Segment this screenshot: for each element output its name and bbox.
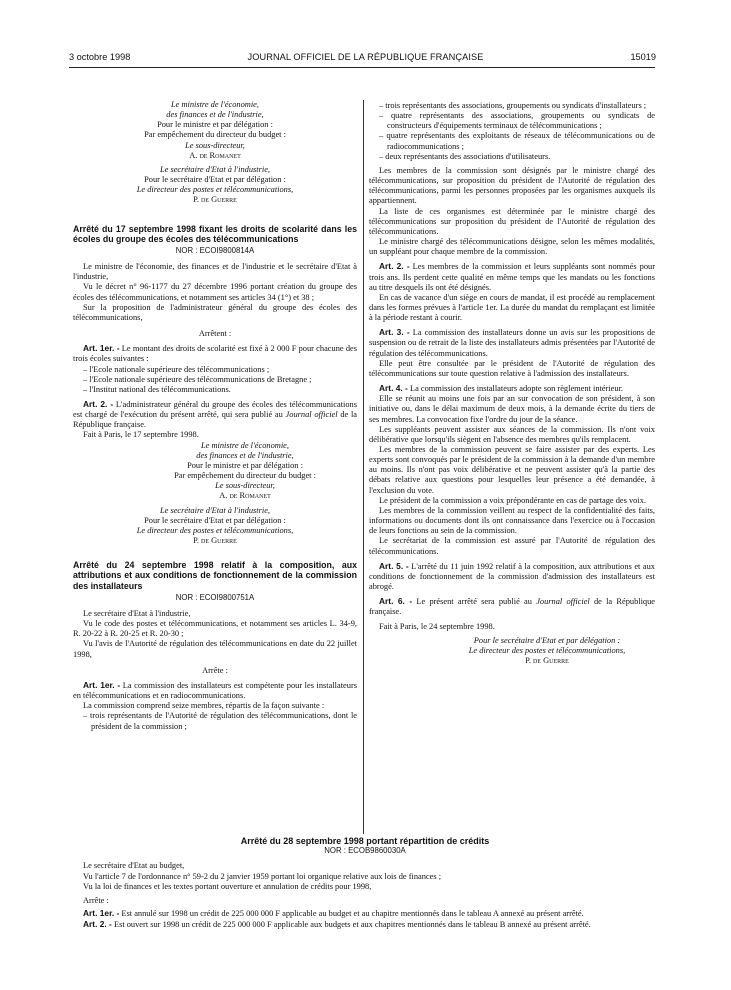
- paragraph: Les membres de la commission peuvent se faire assister par des experts. Les experts sont convoqués par le président de la commission à la demande d'un membre au moins. Ils n'ont pas voix délibérative et ne peuvent assister qu'à la partie des débats relative aux questions pour lesquelles leur présence a été demandée, à l'exclusion du vote.: [369, 445, 655, 495]
- paragraph: Vu le code des postes et télécommunications, et notamment ses articles L. 34-9, R. 20-22 à R. 20-25 et R. 20-30 ;: [73, 619, 357, 639]
- article-6: [369, 596, 655, 617]
- article-text: Le présent arrêté sera publié au: [412, 597, 537, 607]
- paragraph: En cas de vacance d'un siège en cours de mandat, il est procédé au remplacement dans les formes prévues à l'article 1er. La durée du mandat du remplaçant est limitée à la période restant à courir.: [369, 292, 655, 323]
- paragraph: La commission comprend seize membres, répartis de la façon suivante :: [83, 701, 325, 711]
- page-number: 15019: [630, 52, 656, 62]
- sig-line: Par empêchement du directeur du budget :: [144, 130, 286, 140]
- sig-line: Le sous-directeur,: [185, 140, 245, 150]
- article-text: de la République française.: [369, 597, 655, 617]
- list-item: – l'Institut national des télécommunications.: [83, 384, 231, 394]
- signature-block-2: [73, 165, 357, 206]
- paragraph: Vu le décret n° 96-1177 du 27 décembre 1996 portant création du groupe des écoles des télécommunications, et notamment ses articles 34 (1°) et 38 ;: [73, 282, 357, 302]
- signature-block-3: [73, 441, 357, 502]
- running-header: [0, 52, 731, 68]
- list-item: – trois représentants de l'Autorité de régulation des télécommunications, dont le président de la commission ;: [83, 711, 357, 731]
- signature-block-1: [73, 100, 357, 161]
- list-item: – l'Ecole nationale supérieure des télécommunications ;: [83, 364, 270, 374]
- article-4: [369, 383, 655, 394]
- article-label: Art. 1er. -: [83, 908, 120, 919]
- paragraph: Le secrétaire d'Etat à l'industrie,: [83, 608, 191, 618]
- done-at: Fait à Paris, le 24 septembre 1998.: [379, 621, 495, 631]
- article-label: Art. 4. -: [379, 383, 408, 394]
- header-date: 3 octobre 1998: [69, 52, 131, 62]
- column-divider: [363, 100, 364, 834]
- bottom-decree: [73, 836, 657, 931]
- sig-line: Le sous-directeur,: [215, 481, 275, 491]
- article-1: [73, 680, 357, 701]
- article-5: [369, 561, 655, 592]
- signatory-name: A. de Romanet: [189, 150, 241, 160]
- paragraph: Vu l'avis de l'Autorité de régulation des télécommunications en date du 22 juillet 1998,: [73, 639, 357, 659]
- article-label: Art. 2. -: [83, 399, 114, 409]
- sig-line: Le directeur des postes et télécommunications,: [136, 185, 294, 195]
- article-text: de la République française.: [73, 410, 358, 430]
- article-label: Art. 2. -: [83, 919, 112, 930]
- sig-line: Pour le secrétaire d'Etat et par délégation :: [144, 175, 286, 185]
- sig-line: Le ministre de l'économie,: [200, 440, 289, 450]
- sig-line: Le directeur des postes et télécommunications,: [468, 645, 626, 655]
- list-item: – deux représentants des associations d'utilisateurs.: [379, 151, 551, 161]
- sig-line: Le directeur des postes et télécommunications,: [136, 525, 294, 535]
- done-at: Fait à Paris, le 17 septembre 1998.: [83, 430, 199, 440]
- paragraph: Vu l'article 7 de l'ordonnance n° 59-2 du 2 janvier 1959 portant loi organique relative aux lois de finances ;: [83, 871, 442, 881]
- paragraph: La liste de ces organismes est déterminée par le ministre chargé des télécommunications sur proposition du président de l'Autorité de régulation des télécommunications.: [369, 206, 655, 236]
- signatory-name: P. de Guerre: [193, 195, 237, 205]
- article-1: [73, 343, 357, 364]
- sig-line: Pour le ministre et par délégation :: [187, 460, 303, 470]
- paragraph: Les membres de la commission veillent au respect de la confidentialité des faits, informations ou documents dont ils ont connaissance dans l'exercice ou à l'occasion de leurs fonctions au sein de la commission.: [369, 505, 655, 536]
- arrete-heading: Arrête :: [83, 896, 109, 906]
- article-label: Art. 5. -: [379, 560, 409, 571]
- header-rule: [69, 67, 655, 68]
- article-text: Les membres de la commission et leurs suppléants sont nommés pour trois ans. Ils perdent cette qualité en même temps que les mandats ou les fonctions au titre desquels ils ont été désignés.: [369, 262, 655, 292]
- nor-reference: NOR : ECOB9860030A: [324, 846, 406, 856]
- article-2: [73, 919, 657, 930]
- paragraph: Le secrétaire d'Etat au budget,: [83, 861, 185, 871]
- sig-line: Par empêchement du directeur du budget :: [174, 471, 316, 481]
- article-2: [73, 399, 357, 430]
- article-label: Art. 6. -: [379, 596, 413, 607]
- decree-title-2: Arrêté du 24 septembre 1998 relatif à la composition, aux attributions et aux conditions de fonctionnement de la commission des installateurs: [73, 560, 357, 591]
- arretent-heading: Arrêtent :: [198, 329, 232, 339]
- list-item: – quatre représentants des associations, groupements ou syndicats de constructeurs d'équipements terminaux de télécommunications ;: [379, 111, 655, 131]
- article-text: Le montant des droits de scolarité est fixé à 2 000 F pour chacune des trois écoles suivantes :: [73, 344, 357, 364]
- signatory-name: P. de Guerre: [193, 536, 237, 546]
- paragraph: Le ministre de l'économie, des finances et de l'industrie et le secrétaire d'Etat à l'industrie,: [73, 262, 357, 282]
- article-text: Est annulé sur 1998 un crédit de 225 000 000 F applicable au budget et au chapitre mentionnés dans le tableau A annexé au présent arrêté.: [119, 909, 584, 919]
- left-column: [73, 100, 357, 732]
- journal-title: JOURNAL OFFICIEL DE LA RÉPUBLIQUE FRANÇAISE: [247, 52, 484, 62]
- paragraph: Le président de la commission a voix prépondérante en cas de partage des voix.: [379, 495, 646, 505]
- paragraph: Sur la proposition de l'administrateur général du groupe des écoles des télécommunications,: [73, 302, 357, 322]
- list-item: – l'Ecole nationale supérieure des télécommunications de Bretagne ;: [83, 374, 312, 384]
- sig-line: Le secrétaire d'Etat à l'industrie,: [159, 505, 271, 515]
- article-label: Art. 3. -: [379, 327, 410, 338]
- sig-line: Pour le secrétaire d'Etat et par délégation :: [144, 515, 286, 525]
- signature-block-5: [369, 636, 655, 666]
- list-item: – trois représentants des associations, groupements ou syndicats d'installateurs ;: [379, 101, 647, 110]
- article-1: [73, 908, 657, 919]
- paragraph: Le secrétariat de la commission est assuré par l'Autorité de régulation des télécommunications.: [369, 536, 655, 556]
- sig-line: Pour le secrétaire d'Etat et par délégation :: [473, 635, 621, 645]
- paragraph: Vu la loi de finances et les textes portant ouverture et annulation de crédits pour 1998,: [83, 881, 372, 891]
- signature-block-4: [73, 506, 357, 547]
- article-text: L'administrateur général du groupe des écoles des télécommunications est chargé de l'exécution du présent arrêté, qui sera publié au: [73, 400, 357, 420]
- article-label: Art. 1er. -: [83, 679, 121, 690]
- sig-line: des finances et de l'industrie,: [196, 450, 294, 460]
- article-text: La commission des installateurs donne un avis sur les propositions de suspension ou de retrait de la liste des installateurs admis présentées par l'Autorité de régulation des télécommunications.: [369, 328, 655, 358]
- paragraph: Les suppléants peuvent assister aux séances de la commission. Ils n'ont voix délibérative que lorsqu'ils siègent en l'absence des membres qu'ils remplacent.: [369, 424, 655, 444]
- decree-title-1: Arrêté du 17 septembre 1998 fixant les droits de scolarité dans les écoles du groupe des écoles des télécommunications: [73, 223, 357, 244]
- article-text: L'arrêté du 11 juin 1992 relatif à la composition, aux attributions et aux conditions de fonctionnement de la commission d'admission des installateurs est abrogé.: [369, 561, 655, 592]
- article-text: La commission des installateurs adopte son règlement intérieur.: [407, 384, 623, 394]
- nor-reference: NOR : ECOI9800814A: [175, 245, 255, 255]
- sig-line: Pour le ministre et par délégation :: [157, 120, 273, 130]
- sig-line: des finances et de l'industrie,: [166, 110, 264, 120]
- right-column: [369, 101, 655, 666]
- journal-name: Journal officiel: [536, 597, 590, 607]
- journal-name: Journal officiel: [285, 410, 338, 420]
- article-text: La commission des installateurs est compétente pour les installateurs en télécommunications et en radiocommunications.: [73, 680, 357, 701]
- paragraph: Elle peut être consultée par le président de l'Autorité de régulation des télécommunications sur toute question relative à l'admission des installateurs.: [369, 358, 655, 378]
- article-label: Art. 2. -: [379, 261, 410, 272]
- sig-line: Le ministre de l'économie,: [170, 100, 259, 109]
- signatory-name: P. de Guerre: [525, 655, 569, 665]
- sig-line: Le secrétaire d'Etat à l'industrie,: [159, 164, 271, 174]
- list-item: – quatre représentants des exploitants de réseaux de télécommunications ou de radiocommunications ;: [379, 131, 655, 151]
- nor-reference: NOR : ECOI9800751A: [175, 592, 255, 602]
- signatory-name: A. de Romanet: [219, 491, 271, 501]
- paragraph: Les membres de la commission sont désignés par le ministre chargé des télécommunications, sur proposition du président de l'Autorité de régulation des télécommunications, parmi les personnes proposées par les organismes auxquels ils appartiennent.: [369, 165, 655, 206]
- decree-title-3: Arrêté du 28 septembre 1998 portant répartition de crédits: [240, 836, 490, 846]
- article-3: [369, 327, 655, 358]
- paragraph: Elle se réunit au moins une fois par an sur convocation de son président, à son initiative ou, dans le délai maximum de deux mois, à la demande écrite du tiers de ses membres. La convocation fixe l'ordre du jour de la séance.: [369, 394, 655, 424]
- article-2: [369, 261, 655, 292]
- arrete-heading: Arrête :: [202, 665, 228, 675]
- paragraph: Le ministre chargé des télécommunications désigne, selon les mêmes modalités, un suppléant pour chaque membre de la commission.: [369, 237, 655, 257]
- article-label: Art. 1er. -: [83, 343, 120, 354]
- article-text: Est ouvert sur 1998 un crédit de 225 000 000 F applicable aux budgets et aux chapitres mentionnés dans le tableau B annexé au présent arrêté.: [111, 920, 591, 930]
